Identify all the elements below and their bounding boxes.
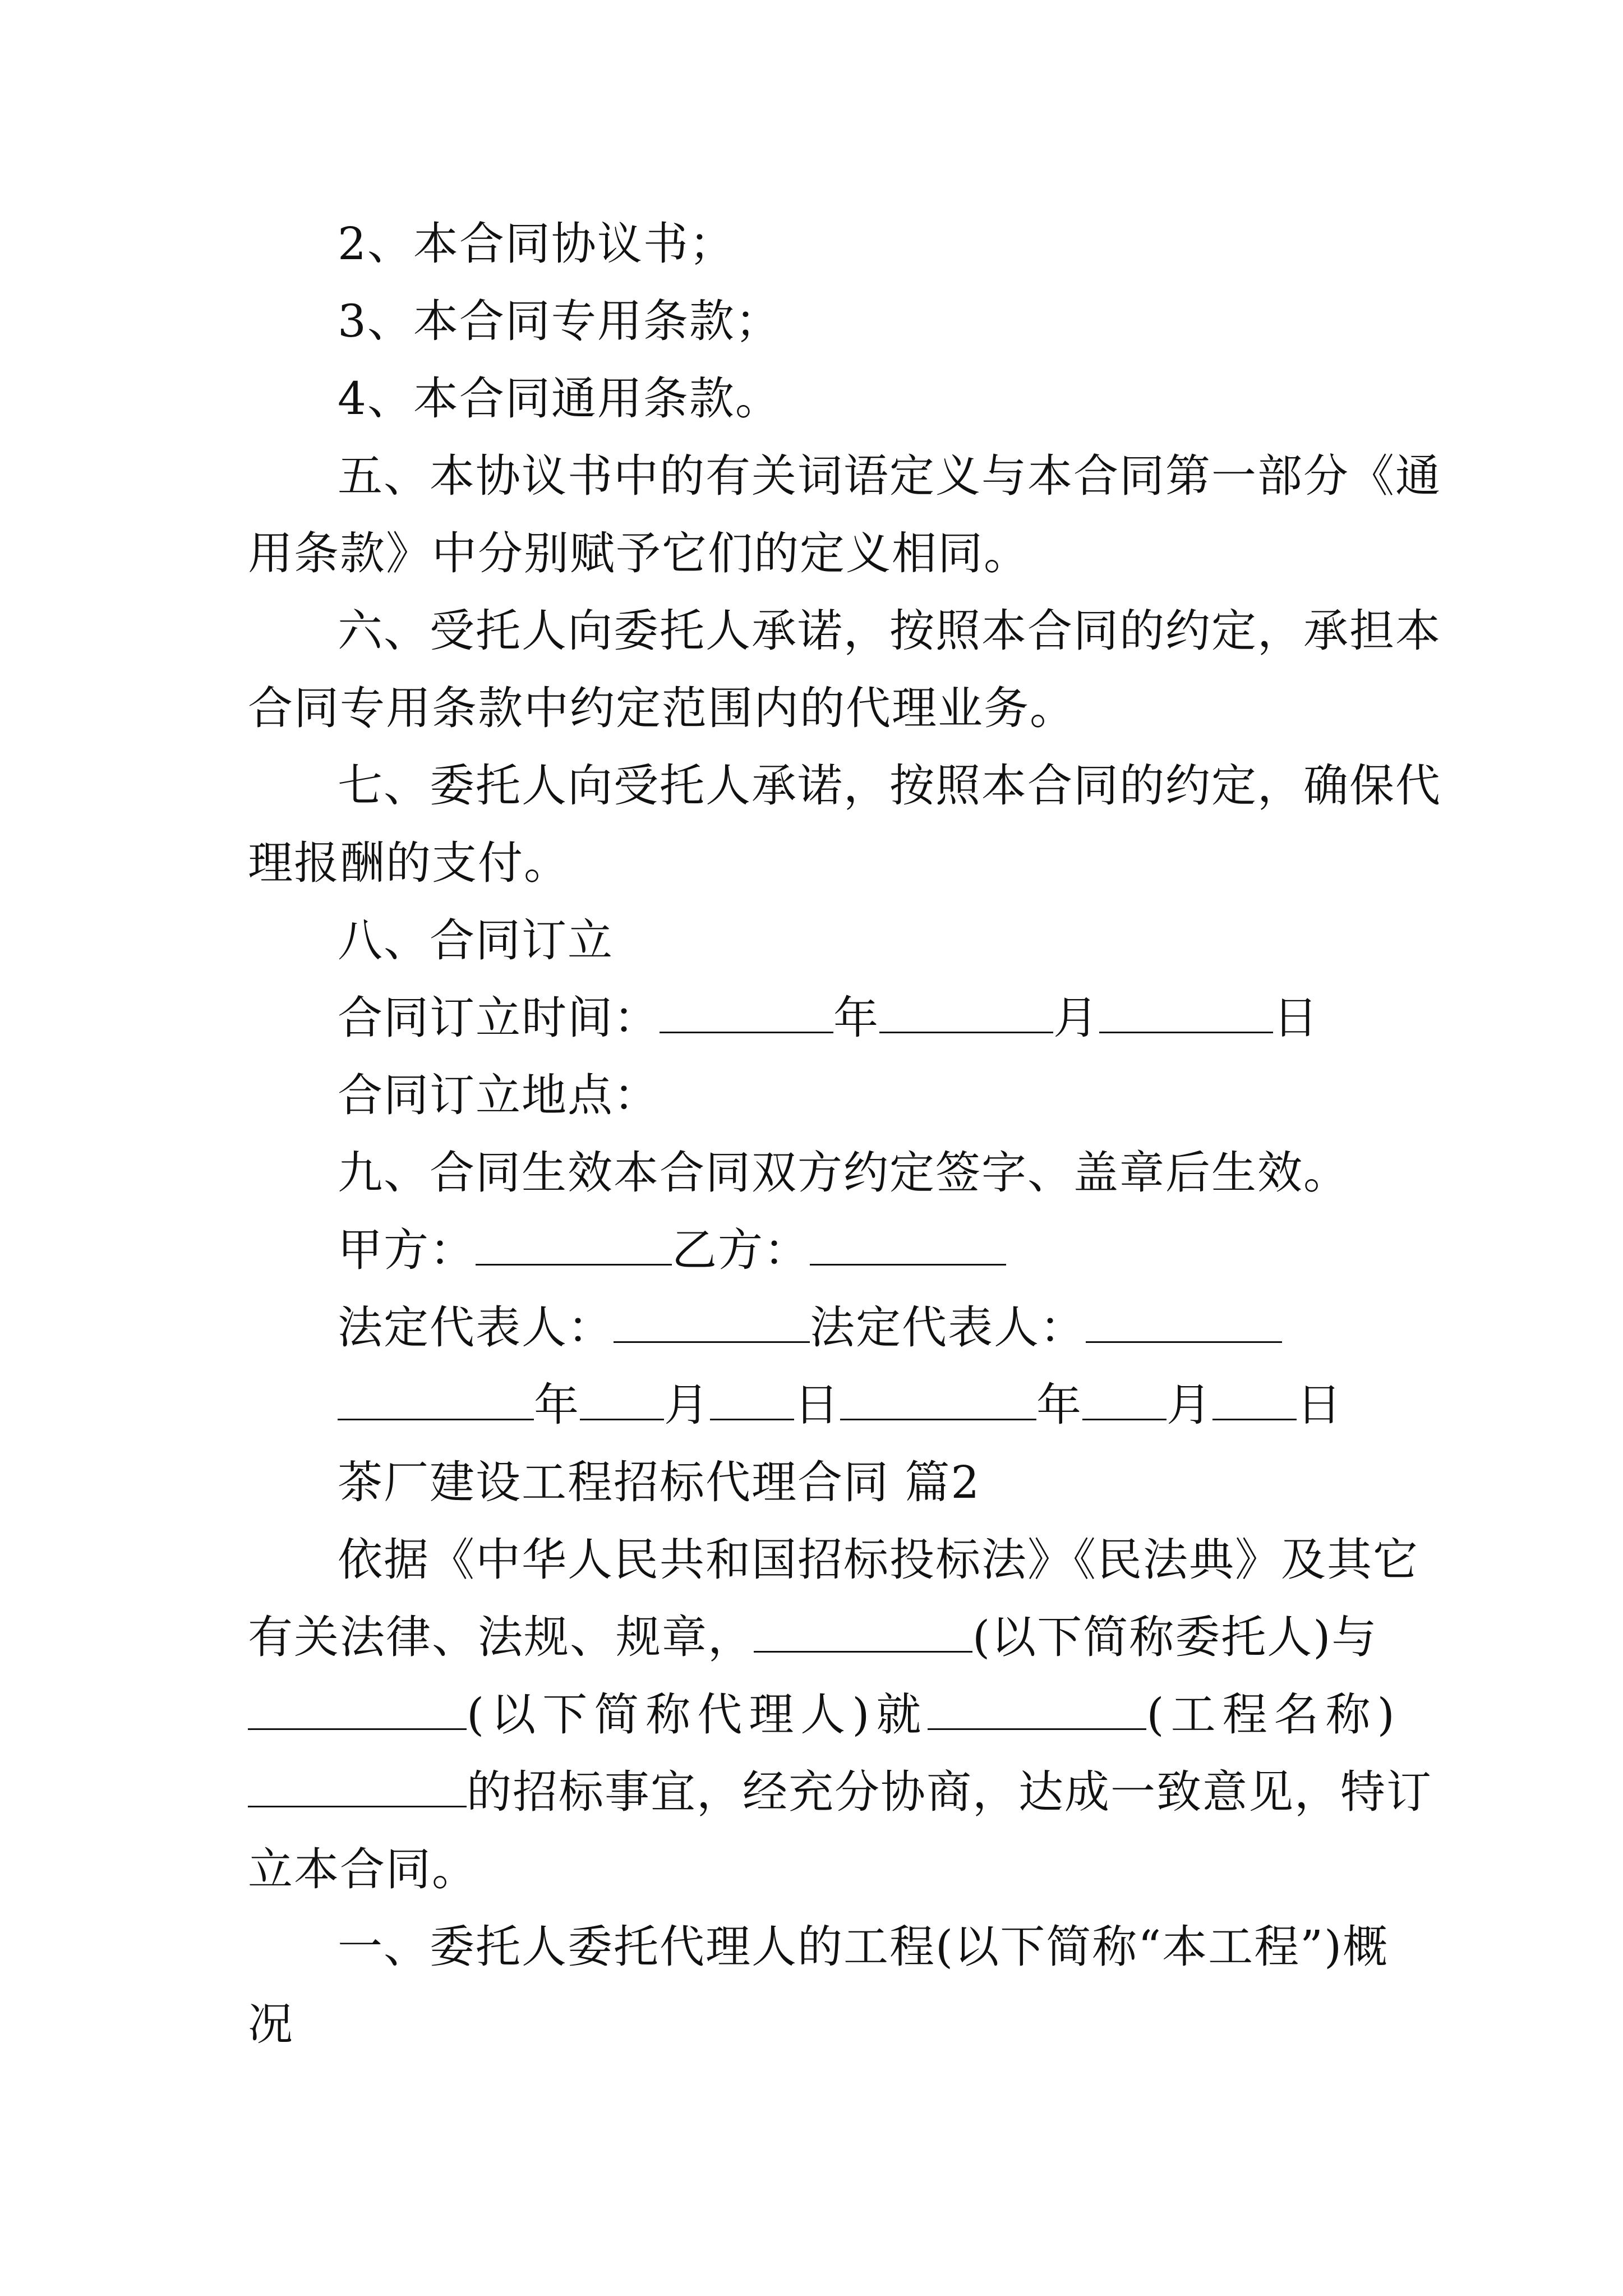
blank-field xyxy=(248,1766,467,1807)
label: (以下简称委托人)与 xyxy=(972,1611,1378,1663)
clause-line: 合同专用条款中约定范围内的代理业务。 xyxy=(248,682,1076,734)
label: 有关法律、法规、规章， xyxy=(248,1611,754,1663)
label: 月 xyxy=(664,1379,710,1431)
blank-field xyxy=(879,992,1053,1033)
section-title: 茶厂建设工程招标代理合同 篇2 xyxy=(338,1456,981,1508)
clause-line xyxy=(248,1609,1377,1665)
clause-line: 依据《中华人民共和国招标投标法》《民法典》及其它 xyxy=(338,1534,1419,1586)
clause-line: 况 xyxy=(248,1998,294,2050)
label: 年 xyxy=(833,992,879,1044)
label: 法定代表人： xyxy=(810,1301,1086,1354)
clause-line: 4、本合同通用条款。 xyxy=(338,372,781,425)
label: 年 xyxy=(534,1379,580,1431)
label: 甲方： xyxy=(338,1224,476,1276)
label: 乙方： xyxy=(672,1224,810,1276)
label: 的招标事宜，经充分协商，达成一致意见，特订 xyxy=(467,1766,1432,1818)
blank-field xyxy=(614,1302,810,1343)
blank-field xyxy=(710,1379,794,1420)
clause-line: 3、本合同专用条款； xyxy=(338,295,781,347)
blank-field xyxy=(928,1689,1146,1730)
label: (工程名称) xyxy=(1146,1688,1401,1741)
signing-place-line: 合同订立地点： xyxy=(338,1069,660,1121)
blank-field xyxy=(810,1225,1006,1266)
section-heading: 八、合同订立 xyxy=(338,914,614,967)
blank-field xyxy=(580,1379,664,1420)
blank-field xyxy=(1212,1379,1297,1420)
clause-line: 理报酬的支付。 xyxy=(248,837,570,889)
signing-date-line xyxy=(338,990,1319,1046)
clause-line: 立本合同。 xyxy=(248,1843,478,1895)
blank-field xyxy=(338,1379,534,1420)
blank-field xyxy=(1099,992,1273,1033)
blank-field xyxy=(476,1225,672,1266)
clause-line: 九、合同生效本合同双方约定签字、盖章后生效。 xyxy=(338,1147,1349,1199)
clause-line xyxy=(248,1687,1401,1743)
clause-line: 七、委托人向受托人承诺，按照本合同的约定，确保代 xyxy=(338,760,1441,812)
label: 法定代表人： xyxy=(338,1301,614,1354)
label: 日 xyxy=(1273,992,1319,1044)
label: (以下简称代理人)就 xyxy=(467,1688,928,1741)
blank-field xyxy=(660,992,833,1033)
blank-field xyxy=(248,1689,467,1730)
clause-line: 五、本协议书中的有关词语定义与本合同第一部分《通 xyxy=(338,450,1441,502)
clause-line: 2、本合同协议书； xyxy=(338,218,735,270)
blank-field xyxy=(1086,1302,1282,1343)
representative-line xyxy=(338,1300,1282,1356)
label: 年 xyxy=(1036,1379,1082,1431)
date-signature-line xyxy=(338,1377,1343,1433)
label: 月 xyxy=(1053,992,1099,1044)
blank-field xyxy=(840,1379,1036,1420)
blank-field xyxy=(754,1612,972,1653)
label: 合同订立时间： xyxy=(338,992,660,1044)
clause-line: 用条款》中分别赋予它们的定义相同。 xyxy=(248,527,1030,579)
label: 日 xyxy=(1297,1379,1343,1431)
label: 月 xyxy=(1166,1379,1212,1431)
blank-field xyxy=(1082,1379,1166,1420)
clause-line xyxy=(248,1764,1432,1820)
party-line xyxy=(338,1222,1006,1278)
clause-line: 六、受托人向委托人承诺，按照本合同的约定，承担本 xyxy=(338,605,1441,657)
label: 日 xyxy=(794,1379,840,1431)
clause-line: 一、委托人委托代理人的工程(以下简称“本工程”)概 xyxy=(338,1921,1389,1973)
